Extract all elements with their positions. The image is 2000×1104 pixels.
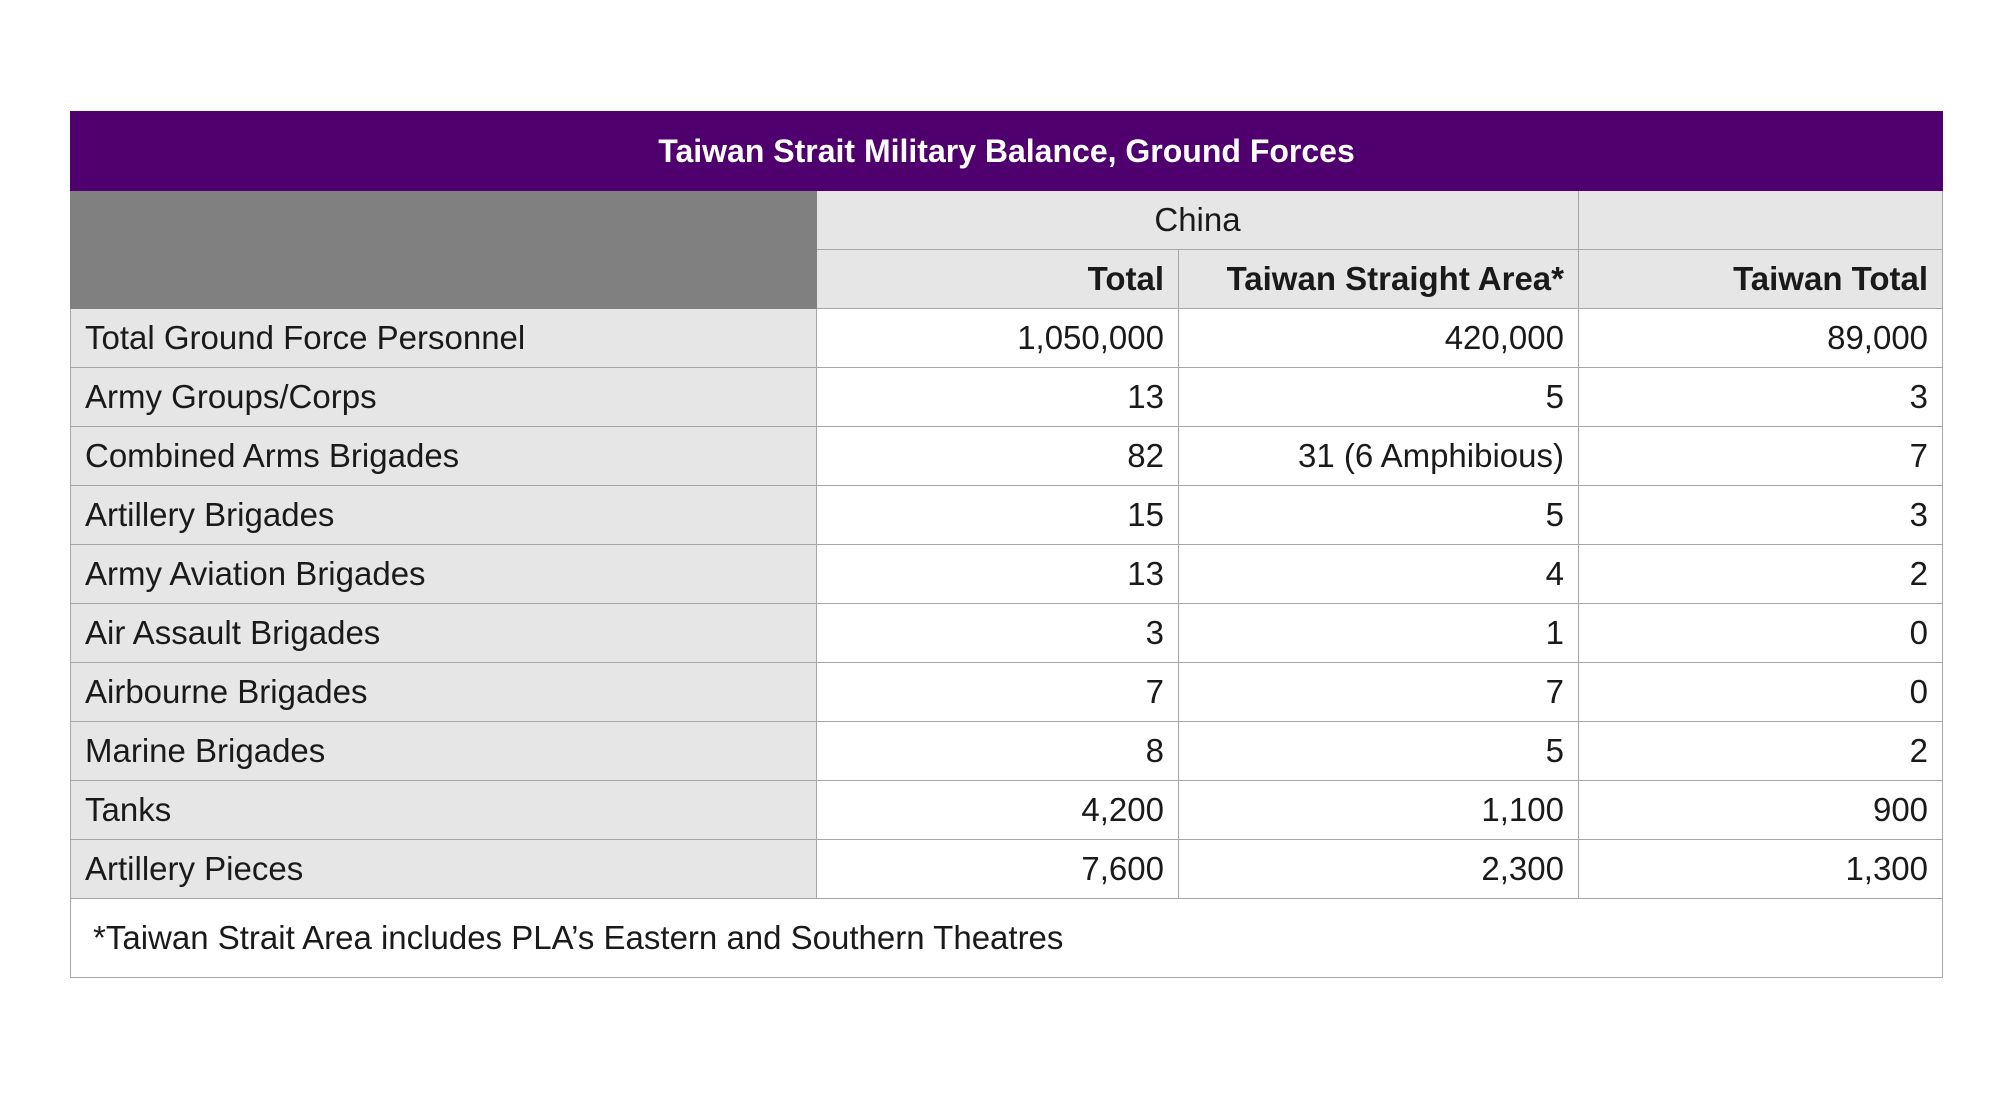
cell-taiwan-total: 2 bbox=[1579, 722, 1943, 781]
cell-strait-area: 7 bbox=[1179, 663, 1579, 722]
table-row bbox=[71, 722, 1943, 781]
cell-total: 7,600 bbox=[817, 840, 1179, 899]
column-header-taiwan-total: Taiwan Total bbox=[1579, 250, 1943, 309]
china-group-header: China bbox=[817, 191, 1579, 250]
cell-taiwan-total: 0 bbox=[1579, 663, 1943, 722]
table-row bbox=[71, 663, 1943, 722]
table-title-row bbox=[71, 112, 1943, 191]
cell-strait-area: 5 bbox=[1179, 486, 1579, 545]
row-label: Artillery Pieces bbox=[71, 840, 817, 899]
row-label: Artillery Brigades bbox=[71, 486, 817, 545]
cell-total: 3 bbox=[817, 604, 1179, 663]
row-label: Marine Brigades bbox=[71, 722, 817, 781]
column-header-strait-area: Taiwan Straight Area* bbox=[1179, 250, 1579, 309]
cell-taiwan-total: 3 bbox=[1579, 486, 1943, 545]
military-balance-table-container bbox=[70, 111, 1942, 978]
row-label: Combined Arms Brigades bbox=[71, 427, 817, 486]
cell-strait-area: 4 bbox=[1179, 545, 1579, 604]
cell-total: 7 bbox=[817, 663, 1179, 722]
table-row bbox=[71, 309, 1943, 368]
cell-strait-area: 2,300 bbox=[1179, 840, 1579, 899]
table-row bbox=[71, 545, 1943, 604]
row-label: Army Groups/Corps bbox=[71, 368, 817, 427]
table-footnote: *Taiwan Strait Area includes PLA’s Eastern and Southern Theatres bbox=[71, 899, 1943, 978]
group-header-row bbox=[71, 191, 1943, 250]
table-row bbox=[71, 427, 1943, 486]
table-row bbox=[71, 368, 1943, 427]
cell-total: 15 bbox=[817, 486, 1179, 545]
cell-strait-area: 420,000 bbox=[1179, 309, 1579, 368]
cell-total: 4,200 bbox=[817, 781, 1179, 840]
row-label: Tanks bbox=[71, 781, 817, 840]
cell-taiwan-total: 3 bbox=[1579, 368, 1943, 427]
row-label: Air Assault Brigades bbox=[71, 604, 817, 663]
cell-strait-area: 1,100 bbox=[1179, 781, 1579, 840]
cell-strait-area: 1 bbox=[1179, 604, 1579, 663]
cell-taiwan-total: 7 bbox=[1579, 427, 1943, 486]
footnote-row bbox=[71, 899, 1943, 978]
cell-total: 1,050,000 bbox=[817, 309, 1179, 368]
row-label: Airbourne Brigades bbox=[71, 663, 817, 722]
table-title: Taiwan Strait Military Balance, Ground Forces bbox=[71, 112, 1943, 191]
cell-strait-area: 5 bbox=[1179, 368, 1579, 427]
military-balance-table bbox=[70, 111, 1943, 978]
cell-total: 13 bbox=[817, 545, 1179, 604]
table-row bbox=[71, 781, 1943, 840]
table-row bbox=[71, 840, 1943, 899]
column-header-total: Total bbox=[817, 250, 1179, 309]
table-row bbox=[71, 604, 1943, 663]
cell-total: 82 bbox=[817, 427, 1179, 486]
table-body bbox=[71, 309, 1943, 899]
cell-total: 13 bbox=[817, 368, 1179, 427]
cell-strait-area: 31 (6 Amphibious) bbox=[1179, 427, 1579, 486]
table-row bbox=[71, 486, 1943, 545]
cell-taiwan-total: 900 bbox=[1579, 781, 1943, 840]
cell-taiwan-total: 2 bbox=[1579, 545, 1943, 604]
cell-taiwan-total: 89,000 bbox=[1579, 309, 1943, 368]
cell-taiwan-total: 1,300 bbox=[1579, 840, 1943, 899]
cell-taiwan-total: 0 bbox=[1579, 604, 1943, 663]
corner-cell bbox=[71, 191, 817, 309]
row-label: Total Ground Force Personnel bbox=[71, 309, 817, 368]
group-header-blank bbox=[1579, 191, 1943, 250]
cell-strait-area: 5 bbox=[1179, 722, 1579, 781]
cell-total: 8 bbox=[817, 722, 1179, 781]
row-label: Army Aviation Brigades bbox=[71, 545, 817, 604]
